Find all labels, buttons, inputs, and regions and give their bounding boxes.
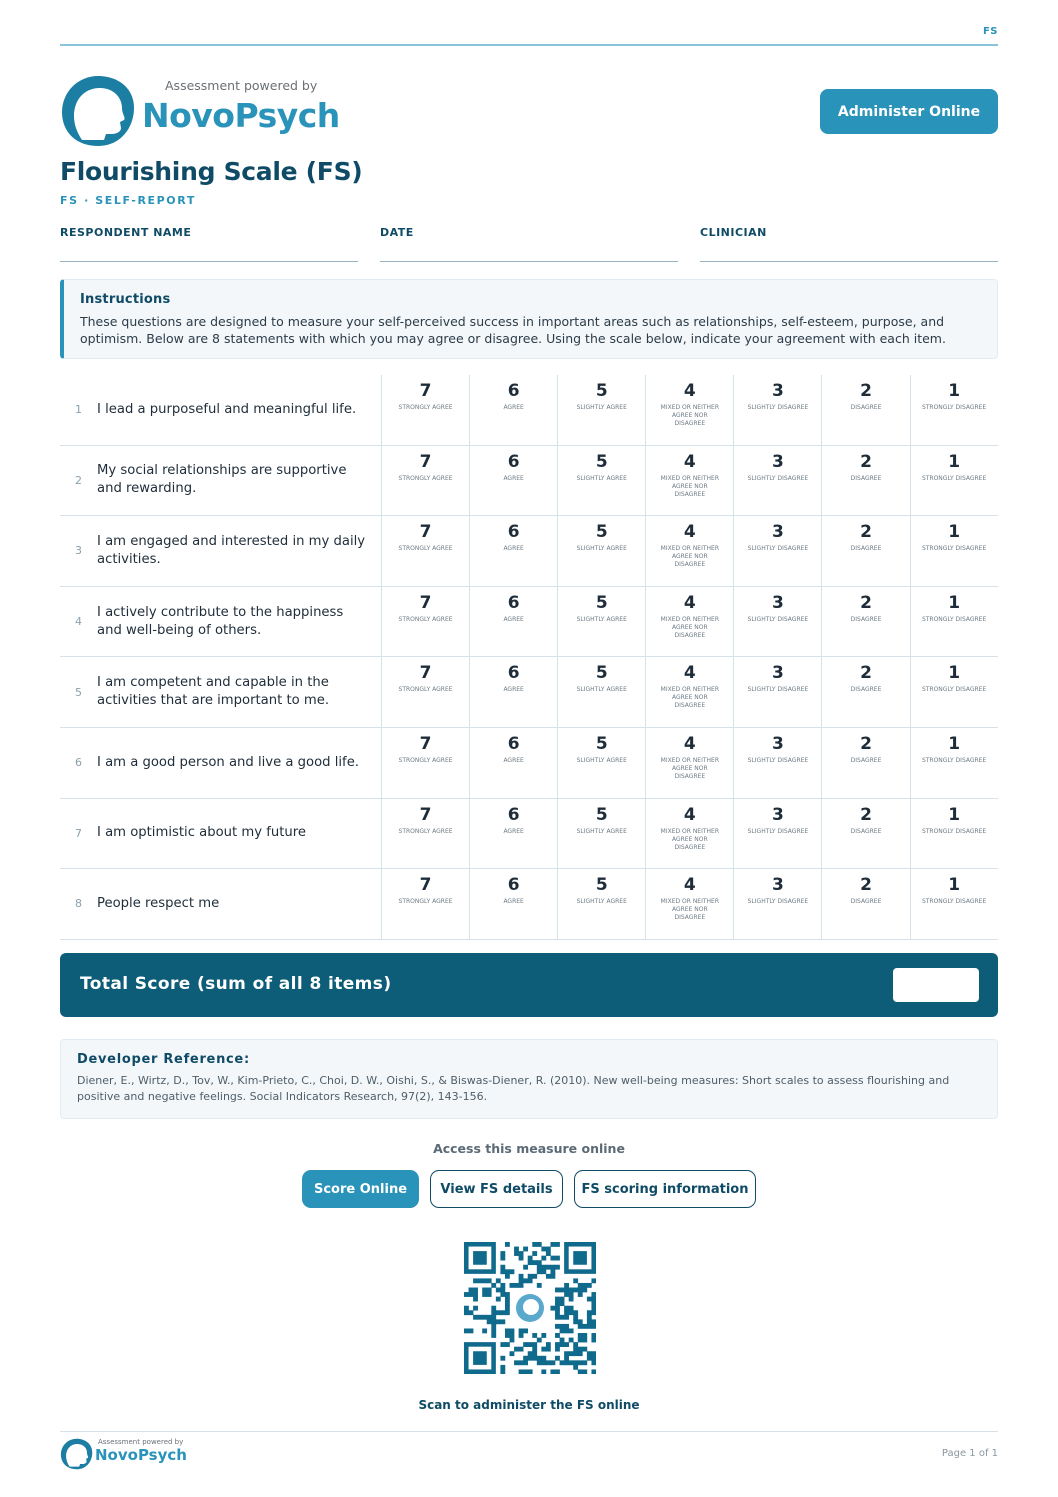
response-option-4[interactable]	[645, 446, 733, 516]
response-caption: STRONGLY AGREE	[398, 404, 453, 411]
response-value: 6	[507, 381, 520, 401]
response-caption: STRONGLY AGREE	[398, 545, 453, 553]
response-option-5[interactable]	[557, 799, 645, 869]
response-option-4[interactable]	[645, 869, 733, 939]
response-option-1[interactable]	[910, 869, 998, 939]
response-value: 1	[948, 381, 961, 401]
response-caption: MIXED OR NEITHER AGREE NOR DISAGREE	[660, 615, 719, 639]
response-option-1[interactable]	[910, 587, 998, 657]
response-option-3[interactable]	[733, 446, 821, 516]
response-caption: STRONGLY DISAGREE	[921, 827, 987, 835]
clinician-line	[700, 261, 998, 262]
response-option-7[interactable]	[381, 869, 469, 939]
response-caption: SLIGHTLY AGREE	[576, 615, 627, 623]
response-caption: SLIGHTLY AGREE	[576, 545, 627, 553]
response-caption: AGREE	[503, 756, 524, 764]
response-option-4[interactable]	[645, 799, 733, 869]
response-value: 4	[683, 451, 696, 472]
response-option-1[interactable]	[910, 728, 998, 798]
response-option-1[interactable]	[910, 516, 998, 586]
response-caption: SLIGHTLY AGREE	[576, 898, 627, 906]
item-number: 5	[75, 685, 82, 699]
logo-tagline: Assessment powered by	[165, 78, 318, 93]
response-options	[381, 799, 998, 869]
response-value: 4	[683, 381, 696, 401]
response-value: 7	[419, 663, 432, 684]
item-number: 4	[75, 615, 82, 629]
scan-caption: Scan to administer the FS online	[418, 1398, 640, 1412]
response-caption: STRONGLY AGREE	[398, 756, 453, 764]
response-value: 5	[595, 522, 608, 543]
response-value: 7	[419, 381, 432, 401]
table-row	[60, 587, 998, 658]
response-value: 3	[772, 522, 784, 543]
table-row	[60, 375, 998, 446]
response-caption: SLIGHTLY DISAGREE	[747, 545, 809, 553]
instructions-heading: Instructions	[80, 292, 171, 307]
qr-code[interactable]	[464, 1242, 596, 1374]
response-options	[381, 657, 998, 727]
response-value: 1	[948, 451, 961, 472]
response-caption: STRONGLY AGREE	[398, 898, 453, 906]
response-caption: AGREE	[503, 898, 524, 906]
response-caption: STRONGLY AGREE	[398, 615, 453, 623]
response-value: 1	[948, 875, 961, 896]
response-option-3[interactable]	[733, 375, 821, 445]
response-option-5[interactable]	[557, 516, 645, 586]
response-options	[381, 375, 998, 445]
response-caption: STRONGLY DISAGREE	[921, 474, 987, 482]
response-option-1[interactable]	[910, 657, 998, 727]
response-caption: SLIGHTLY DISAGREE	[747, 686, 809, 694]
response-option-2[interactable]	[821, 728, 909, 798]
novopsych-head-icon	[60, 74, 138, 148]
developer-reference-text: Diener, E., Wirtz, D., Tov, W., Kim-Prieto, C., Choi, D. W., Oishi, S., & Biswas-Diener, R. (2010). New well-being measures: Short scales to assess flourishing and positive and negative feelings. Social Indicators Research, 97(2), 143-156.	[77, 1074, 950, 1103]
response-options	[381, 446, 998, 516]
response-caption: SLIGHTLY DISAGREE	[747, 474, 809, 482]
response-option-6[interactable]	[469, 869, 557, 939]
table-row	[60, 728, 998, 799]
response-value: 6	[507, 451, 520, 472]
response-value: 1	[948, 522, 961, 543]
clinician-field[interactable]	[700, 226, 998, 239]
response-value: 6	[507, 663, 520, 684]
response-option-1[interactable]	[910, 446, 998, 516]
response-caption: STRONGLY DISAGREE	[921, 404, 987, 411]
response-caption: MIXED OR NEITHER AGREE NOR DISAGREE	[660, 686, 719, 710]
response-caption: DISAGREE	[850, 686, 882, 694]
response-caption: AGREE	[503, 827, 524, 835]
total-score-input[interactable]	[893, 968, 979, 1002]
response-value: 2	[860, 804, 872, 825]
response-option-7[interactable]	[381, 728, 469, 798]
response-option-6[interactable]	[469, 587, 557, 657]
item-number: 2	[75, 473, 82, 487]
response-options	[381, 516, 998, 586]
response-value: 5	[595, 663, 608, 684]
response-option-7[interactable]	[381, 799, 469, 869]
response-caption: DISAGREE	[850, 404, 882, 411]
response-caption: SLIGHTLY AGREE	[576, 404, 627, 411]
item-statement: I am competent and capable in the activities that are important to me.	[97, 675, 330, 709]
response-value: 4	[683, 875, 696, 896]
page-number: Page 1 of 1	[941, 1448, 998, 1459]
response-option-4[interactable]	[645, 375, 733, 445]
response-option-5[interactable]	[557, 657, 645, 727]
response-value: 7	[419, 875, 432, 896]
table-row	[60, 446, 998, 517]
table-row	[60, 799, 998, 870]
item-number: 6	[75, 756, 82, 770]
item-statement: My social relationships are supportive and rewarding.	[97, 463, 347, 497]
response-caption: DISAGREE	[850, 615, 882, 623]
response-caption: SLIGHTLY DISAGREE	[747, 898, 809, 906]
response-option-4[interactable]	[645, 728, 733, 798]
response-option-7[interactable]	[381, 446, 469, 516]
novopsych-logo	[60, 74, 350, 148]
response-caption: STRONGLY DISAGREE	[921, 686, 987, 694]
access-online-heading: Access this measure online	[433, 1141, 625, 1156]
response-options	[381, 728, 998, 798]
date-label: DATE	[380, 226, 414, 239]
header-divider	[60, 44, 998, 46]
response-option-6[interactable]	[469, 728, 557, 798]
items-table	[60, 375, 998, 940]
table-row	[60, 869, 998, 940]
response-option-6[interactable]	[469, 799, 557, 869]
response-value: 6	[507, 733, 520, 754]
response-value: 5	[595, 733, 608, 754]
response-option-2[interactable]	[821, 375, 909, 445]
response-value: 7	[419, 804, 432, 825]
response-option-1[interactable]	[910, 375, 998, 445]
response-caption: DISAGREE	[850, 545, 882, 553]
item-number: 8	[75, 897, 82, 911]
item-statement: I am optimistic about my future	[97, 825, 306, 841]
response-option-4[interactable]	[645, 516, 733, 586]
response-caption: STRONGLY AGREE	[398, 474, 453, 482]
response-caption: SLIGHTLY DISAGREE	[747, 827, 809, 835]
response-value: 2	[860, 875, 872, 896]
response-caption: STRONGLY DISAGREE	[921, 615, 987, 623]
score-online-button[interactable]: Score Online	[302, 1170, 419, 1208]
response-value: 3	[772, 663, 784, 684]
response-value: 3	[772, 875, 784, 896]
response-option-3[interactable]	[733, 587, 821, 657]
header-abbreviation: FS	[982, 26, 998, 37]
response-value: 5	[595, 804, 608, 825]
response-options	[381, 869, 998, 939]
total-score-bar	[60, 953, 998, 1017]
response-option-3[interactable]	[733, 516, 821, 586]
response-caption: SLIGHTLY AGREE	[576, 756, 627, 764]
response-value: 7	[419, 522, 432, 543]
response-value: 6	[507, 875, 520, 896]
footer-logo	[60, 1437, 190, 1473]
response-caption: SLIGHTLY AGREE	[576, 827, 627, 835]
respondent-name-field[interactable]	[60, 226, 358, 239]
response-caption: DISAGREE	[850, 756, 882, 764]
response-option-2[interactable]	[821, 516, 909, 586]
response-option-4[interactable]	[645, 657, 733, 727]
item-statement: I am a good person and live a good life.	[97, 754, 359, 770]
response-value: 4	[683, 592, 696, 613]
response-caption: AGREE	[503, 404, 524, 411]
response-value: 3	[772, 381, 784, 401]
respondent-name-label: RESPONDENT NAME	[60, 226, 192, 239]
response-option-4[interactable]	[645, 587, 733, 657]
response-option-5[interactable]	[557, 728, 645, 798]
administer-online-button[interactable]: Administer Online	[820, 89, 998, 134]
instructions-box	[60, 279, 998, 359]
response-caption: STRONGLY DISAGREE	[921, 898, 987, 906]
response-caption: AGREE	[503, 686, 524, 694]
response-value: 4	[683, 733, 696, 754]
response-value: 7	[419, 451, 432, 472]
response-option-7[interactable]	[381, 657, 469, 727]
response-caption: STRONGLY AGREE	[398, 827, 453, 835]
scoring-information-button[interactable]: FS scoring information	[574, 1170, 756, 1208]
item-number: 7	[75, 826, 82, 840]
response-option-7[interactable]	[381, 516, 469, 586]
response-value: 4	[683, 804, 696, 825]
response-option-2[interactable]	[821, 446, 909, 516]
response-caption: STRONGLY DISAGREE	[921, 756, 987, 764]
response-option-3[interactable]	[733, 728, 821, 798]
response-option-2[interactable]	[821, 657, 909, 727]
developer-reference-box	[60, 1039, 998, 1119]
footer-logo-wordmark: NovoPsych	[95, 1446, 187, 1464]
response-caption: MIXED OR NEITHER AGREE NOR DISAGREE	[660, 474, 719, 498]
response-option-6[interactable]	[469, 657, 557, 727]
response-option-2[interactable]	[821, 799, 909, 869]
date-line	[380, 261, 678, 262]
response-options	[381, 587, 998, 657]
item-number: 1	[75, 403, 82, 417]
logo-wordmark: NovoPsych	[142, 96, 340, 135]
developer-reference-heading: Developer Reference:	[77, 1052, 250, 1067]
response-value: 3	[772, 592, 784, 613]
date-field[interactable]	[380, 226, 678, 239]
footer-head-icon	[60, 1437, 94, 1471]
response-caption: DISAGREE	[850, 474, 882, 482]
table-row	[60, 657, 998, 728]
response-value: 3	[772, 451, 784, 472]
response-value: 7	[419, 733, 432, 754]
footer-divider	[60, 1431, 998, 1432]
item-number: 3	[75, 544, 82, 558]
total-score-label: Total Score (sum of all 8 items)	[80, 974, 392, 994]
response-caption: DISAGREE	[850, 827, 882, 835]
response-value: 6	[507, 804, 520, 825]
response-value: 5	[595, 451, 608, 472]
response-caption: SLIGHTLY DISAGREE	[747, 404, 809, 411]
response-value: 6	[507, 592, 520, 613]
response-caption: SLIGHTLY DISAGREE	[747, 615, 809, 623]
response-caption: MIXED OR NEITHER AGREE NOR DISAGREE	[660, 404, 719, 427]
response-caption: MIXED OR NEITHER AGREE NOR DISAGREE	[660, 898, 719, 922]
item-statement: I actively contribute to the happiness and well-being of others.	[97, 604, 344, 638]
response-option-3[interactable]	[733, 869, 821, 939]
response-caption: MIXED OR NEITHER AGREE NOR DISAGREE	[660, 756, 719, 780]
item-statement: I am engaged and interested in my daily activities.	[97, 533, 366, 567]
response-option-3[interactable]	[733, 657, 821, 727]
response-option-6[interactable]	[469, 446, 557, 516]
response-value: 7	[419, 592, 432, 613]
response-value: 2	[860, 733, 872, 754]
response-caption: SLIGHTLY DISAGREE	[747, 756, 809, 764]
response-value: 5	[595, 875, 608, 896]
response-caption: STRONGLY DISAGREE	[921, 545, 987, 553]
page-title: Flourishing Scale (FS)	[60, 157, 363, 186]
response-value: 6	[507, 522, 520, 543]
response-value: 5	[595, 592, 608, 613]
item-statement: People respect me	[97, 895, 220, 911]
response-option-6[interactable]	[469, 375, 557, 445]
response-value: 1	[948, 804, 961, 825]
response-option-7[interactable]	[381, 587, 469, 657]
response-value: 2	[860, 522, 872, 543]
response-value: 5	[595, 381, 608, 401]
response-value: 2	[860, 663, 872, 684]
response-option-5[interactable]	[557, 446, 645, 516]
response-option-2[interactable]	[821, 587, 909, 657]
response-value: 1	[948, 733, 961, 754]
response-caption: AGREE	[503, 545, 524, 553]
clinician-label: CLINICIAN	[700, 226, 767, 239]
response-value: 3	[772, 804, 784, 825]
page-subtitle: FS · SELF-REPORT	[60, 194, 196, 207]
response-value: 1	[948, 663, 961, 684]
table-row	[60, 516, 998, 587]
response-caption: AGREE	[503, 474, 524, 482]
response-caption: MIXED OR NEITHER AGREE NOR DISAGREE	[660, 827, 719, 851]
response-option-3[interactable]	[733, 799, 821, 869]
response-value: 2	[860, 451, 872, 472]
response-option-5[interactable]	[557, 587, 645, 657]
response-value: 4	[683, 663, 696, 684]
response-value: 4	[683, 522, 696, 543]
footer-logo-tagline: Assessment powered by	[98, 1438, 184, 1446]
response-value: 1	[948, 592, 961, 613]
response-caption: SLIGHTLY AGREE	[576, 686, 627, 694]
instructions-text: These questions are designed to measure your self-perceived success in important areas such as relationships, self-esteem, purpose, and optimism. Below are 8 statements with which you may agree or disagree. Using the scale below, indicate your agreement with each item.	[80, 314, 946, 346]
response-value: 2	[860, 381, 872, 401]
response-option-2[interactable]	[821, 869, 909, 939]
response-option-1[interactable]	[910, 799, 998, 869]
response-caption: AGREE	[503, 615, 524, 623]
respondent-name-line	[60, 261, 358, 262]
response-option-7[interactable]	[381, 375, 469, 445]
response-value: 3	[772, 733, 784, 754]
response-option-5[interactable]	[557, 375, 645, 445]
response-option-5[interactable]	[557, 869, 645, 939]
response-caption: DISAGREE	[850, 898, 882, 906]
item-statement: I lead a purposeful and meaningful life.	[97, 401, 357, 417]
response-option-6[interactable]	[469, 516, 557, 586]
response-caption: STRONGLY AGREE	[398, 686, 453, 694]
response-caption: SLIGHTLY AGREE	[576, 474, 627, 482]
response-caption: MIXED OR NEITHER AGREE NOR DISAGREE	[660, 545, 719, 569]
view-details-button[interactable]: View FS details	[430, 1170, 563, 1208]
response-value: 2	[860, 592, 872, 613]
